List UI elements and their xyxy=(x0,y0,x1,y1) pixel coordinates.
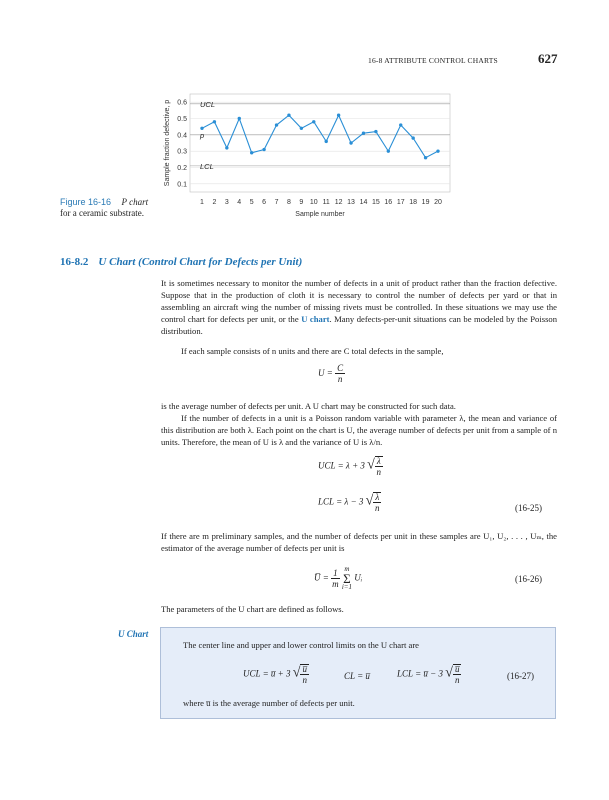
eq-sum-bottom: i=1 xyxy=(341,583,352,591)
x-tick-label: 4 xyxy=(237,199,242,206)
figure-caption-line2: for a ceramic substrate. xyxy=(60,208,144,218)
def-ucl-den: n xyxy=(302,675,307,685)
def-ucl-num: u̅ xyxy=(302,664,307,674)
x-tick-label: 17 xyxy=(396,199,405,206)
eq-sum-top: m xyxy=(344,565,350,573)
figure-caption xyxy=(60,197,148,219)
data-point xyxy=(312,120,315,123)
figure-label: Figure 16-16 xyxy=(60,197,112,207)
equation-u-definition xyxy=(318,364,345,384)
data-point xyxy=(374,130,377,133)
data-point xyxy=(275,123,278,126)
x-tick-label: 1 xyxy=(200,199,204,206)
paragraph-5-text: If there are m preliminary samples, and the number of defects per unit in these samples are U₁, U₂, . . . , Uₘ, the estimator of the average number of defects per unit is xyxy=(161,531,557,553)
eq-ubar-num: 1 xyxy=(333,567,338,578)
ucl-label: UCL xyxy=(200,99,216,109)
running-head: 16-8 ATTRIBUTE CONTROL CHARTS xyxy=(368,56,498,65)
center-label: p xyxy=(200,130,205,140)
x-tick-label: 7 xyxy=(274,199,279,206)
paragraph-2 xyxy=(161,345,557,357)
figure-caption-title: P chart xyxy=(121,197,149,207)
data-point xyxy=(411,136,414,139)
y-tick-label: 0.5 xyxy=(177,116,187,123)
eq-u-num: C xyxy=(337,363,344,373)
x-tick-label: 18 xyxy=(409,199,418,206)
definition-footer: where u̅ is the average number of defects per unit. xyxy=(183,698,355,708)
x-tick-label: 2 xyxy=(212,199,217,206)
y-tick-label: 0.1 xyxy=(177,181,187,189)
data-point xyxy=(325,140,328,143)
def-lcl-left: LCL = u̅ − 3 xyxy=(397,668,443,679)
x-tick-label: 3 xyxy=(224,199,229,206)
paragraph-6 xyxy=(161,603,557,615)
eq-lcl-left: LCL = λ − 3 xyxy=(318,496,364,507)
x-tick-label: 20 xyxy=(434,199,442,206)
paragraph-5 xyxy=(161,530,557,554)
data-point xyxy=(349,141,352,144)
paragraph-6-text: The parameters of the U chart are defined as follows. xyxy=(161,604,344,614)
eq-u-left: U = xyxy=(318,368,333,379)
definition-ucl: UCL = u̅ + 3 √ $\frac{u̅}{n}$ xyxy=(243,664,307,685)
section-number: 16-8.2 xyxy=(60,256,89,268)
y-tick-label: 0.2 xyxy=(177,165,187,172)
u-chart-term: U chart xyxy=(301,314,330,324)
definition-lcl: LCL = u̅ − 3 √ $\frac{u̅}{n}$ xyxy=(397,664,460,685)
data-point xyxy=(424,156,427,159)
equation-lcl: LCL = λ − 3 √ $\frac{\lambda}{n}$ xyxy=(318,492,380,513)
equation-ucl: UCL = λ + 3 √ $\frac{\lambda}{n}$ xyxy=(318,456,382,477)
eq-u-den: n xyxy=(337,374,343,384)
data-point xyxy=(262,148,265,151)
x-tick-label: 13 xyxy=(347,199,355,206)
data-point xyxy=(213,120,216,123)
def-ucl-left: UCL = u̅ + 3 xyxy=(243,668,291,679)
equation-number-16-26: (16-26) xyxy=(515,574,542,584)
paragraph-4 xyxy=(161,412,557,448)
x-tick-label: 11 xyxy=(322,199,330,206)
definition-margin-label: U Chart xyxy=(118,629,149,639)
eq-lcl-num: λ xyxy=(375,492,380,502)
def-lcl-num: u̅ xyxy=(454,664,460,674)
y-tick-label: 0.3 xyxy=(177,148,187,156)
data-point xyxy=(399,123,402,126)
data-point xyxy=(250,151,253,154)
eq-ubar-ui: Uᵢ xyxy=(354,572,363,583)
eq-ubar-den: m xyxy=(332,578,339,589)
paragraph-4-text: If the number of defects in a unit is a Poisson random variable with parameter λ, the mean and variance of this distribution are both λ. Each point on the chart is U, the average number of defects per unit from a sample of n units. Therefore, the mean of U is λ and the variance of U is λ/n. xyxy=(161,413,557,447)
paragraph-1-text: It is sometimes necessary to monitor the number of defects in a unit of product rather than the fraction defective. Suppose that in the production of cloth it is necessary to control the number of defects per yard or that in assembling an aircraft wing the number of missing rivets must be controlled. In these situations we may use the control chart for defects per unit, or the xyxy=(161,278,557,324)
eq-ubar-left: U̅ = xyxy=(314,572,329,583)
paragraph-1 xyxy=(161,277,557,337)
x-tick-label: 5 xyxy=(249,199,254,206)
x-tick-label: 12 xyxy=(334,199,343,206)
section-heading: U Chart (Control Chart for Defects per Unit) xyxy=(98,256,303,268)
data-point xyxy=(337,114,340,117)
paragraph-2-text: If each sample consists of n units and there are C total defects in the sample, xyxy=(181,346,444,356)
eq-sum-symbol: Σ xyxy=(343,571,351,586)
equation-number-16-25: (16-25) xyxy=(515,503,542,513)
x-tick-label: 14 xyxy=(359,199,368,206)
data-point xyxy=(200,127,203,130)
definition-box xyxy=(160,627,556,719)
x-axis-label: Sample number xyxy=(295,211,345,218)
section-title xyxy=(60,256,302,268)
data-point xyxy=(436,149,439,152)
definition-cl: CL = u̅ xyxy=(344,671,370,681)
x-tick-label: 6 xyxy=(262,199,267,206)
x-tick-label: 15 xyxy=(371,199,380,206)
data-point xyxy=(300,127,303,130)
y-tick-label: 0.4 xyxy=(177,132,187,140)
paragraph-3-text: is the average number of defects per unit. A U chart may be constructed for such data. xyxy=(161,401,456,411)
x-tick-label: 8 xyxy=(286,199,291,206)
eq-ucl-left: UCL = λ + 3 xyxy=(318,460,365,471)
eq-ucl-den: n xyxy=(376,467,382,477)
x-tick-label: 9 xyxy=(299,199,304,206)
p-chart xyxy=(150,84,460,219)
data-point xyxy=(287,114,290,117)
y-tick-label: 0.6 xyxy=(177,99,187,107)
page-number: 627 xyxy=(538,51,558,66)
data-point xyxy=(362,132,365,135)
eq-ucl-num: λ xyxy=(376,456,381,466)
eq-lcl-den: n xyxy=(375,503,380,513)
data-point xyxy=(387,149,390,152)
y-axis-label: Sample fraction defective, p xyxy=(164,99,171,187)
paragraph-3 xyxy=(161,400,557,412)
paragraph-1-end: . Many defects-per-unit situations can be modeled by the Poisson distribution. xyxy=(161,314,558,336)
data-point xyxy=(225,146,228,149)
x-tick-label: 19 xyxy=(421,199,430,206)
lcl-label: LCL xyxy=(200,161,214,171)
x-tick-label: 16 xyxy=(384,199,393,206)
definition-intro: The center line and upper and lower control limits on the U chart are xyxy=(183,640,420,650)
data-point xyxy=(238,117,241,120)
x-tick-label: 10 xyxy=(309,199,318,206)
def-lcl-den: n xyxy=(454,675,460,685)
equation-number-16-27: (16-27) xyxy=(507,671,534,681)
equation-ubar xyxy=(314,566,362,591)
